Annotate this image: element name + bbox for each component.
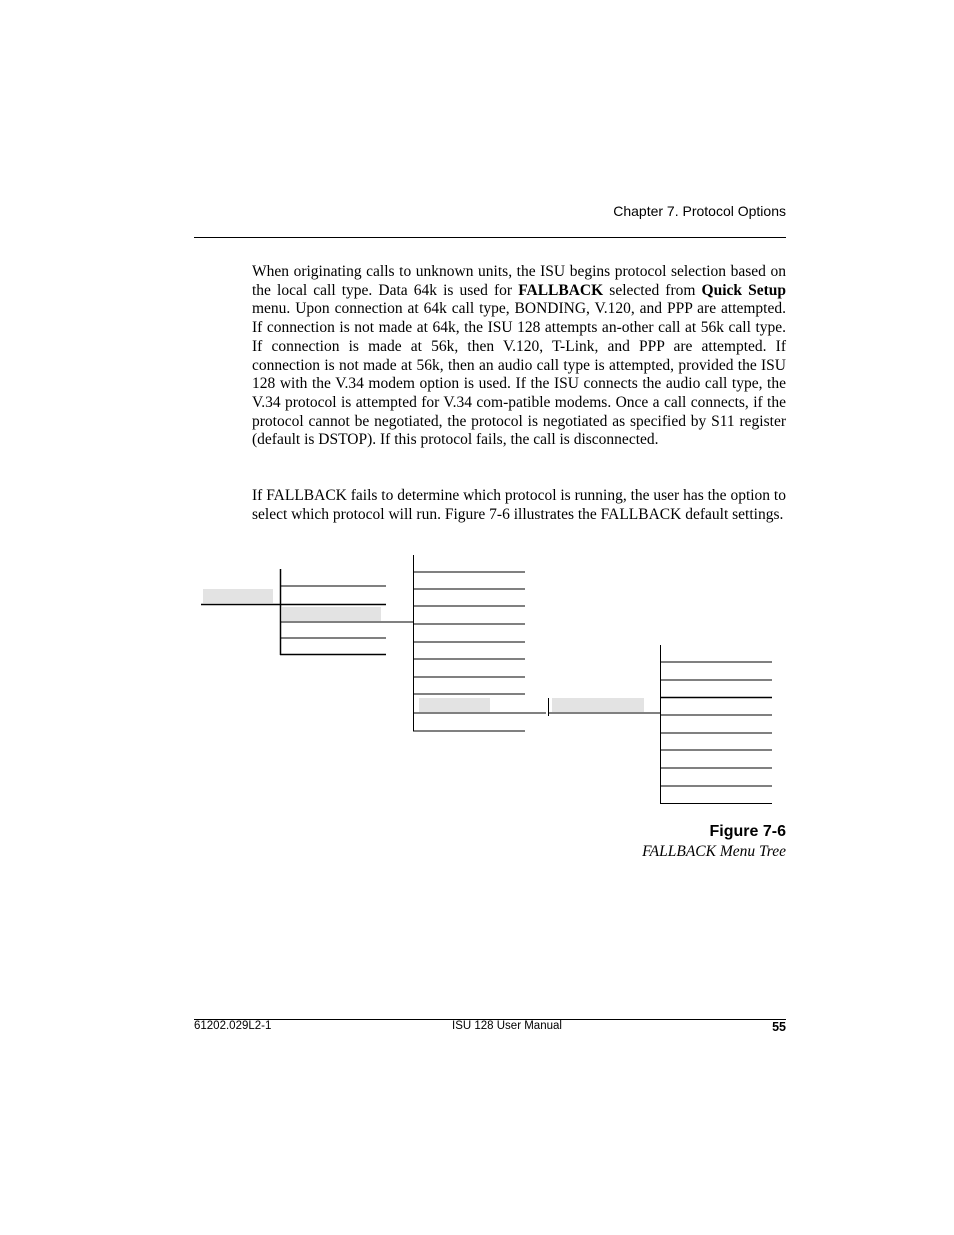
figure-caption: FALLBACK Menu Tree [642, 843, 786, 860]
submenu-branch-box [552, 698, 644, 712]
fallback-item-box [282, 607, 381, 621]
footer-page-number: 55 [772, 1020, 786, 1034]
running-header: Chapter 7. Protocol Options [613, 203, 786, 219]
fallback-term: FALLBACK [518, 281, 604, 299]
quick-setup-term: Quick Setup [701, 281, 787, 299]
p1-text-3: menu. Upon connection at 64k call type, BONDING, V.120, and PPP are attempted. If connection is not made at 64k, the ISU 128 attempts an-other call at 56k call type. If connection is made at 56k, then V.120, T-Link, and PPP are attempted. If connection is not made at 56k, then an audio call type is attempted, provided the ISU 128 with the V.34 modem option is used. If the ISU connects the audio call type, the V.34 protocol is attempted for V.34 com-patible modems. Once a call connects, if the protocol cannot be negotiated, the protocol is negotiated as specified by S11 register (default is DSTOP). If this protocol fails, the call is disconnected. [252, 300, 786, 449]
footer-manual-title: ISU 128 User Manual [452, 1020, 562, 1032]
footer-doc-number: 61202.029L2-1 [194, 1020, 272, 1032]
tree-lines [201, 555, 772, 804]
body-paragraph-2: If FALLBACK fails to determine which protocol is running, the user has the option to select which protocol will run. Figure 7-6 illustrates the FALLBACK default settings. [252, 487, 786, 523]
root-menu-box [203, 589, 273, 603]
p1-text-2: selected from [603, 281, 702, 299]
submenu-item-box [419, 698, 490, 712]
figure-label: Figure 7-6 [709, 823, 786, 840]
p1-text-1: When originating calls to unknown units, the ISU begins protocol selection based on the local call type. Data 64k is used for [252, 263, 786, 299]
